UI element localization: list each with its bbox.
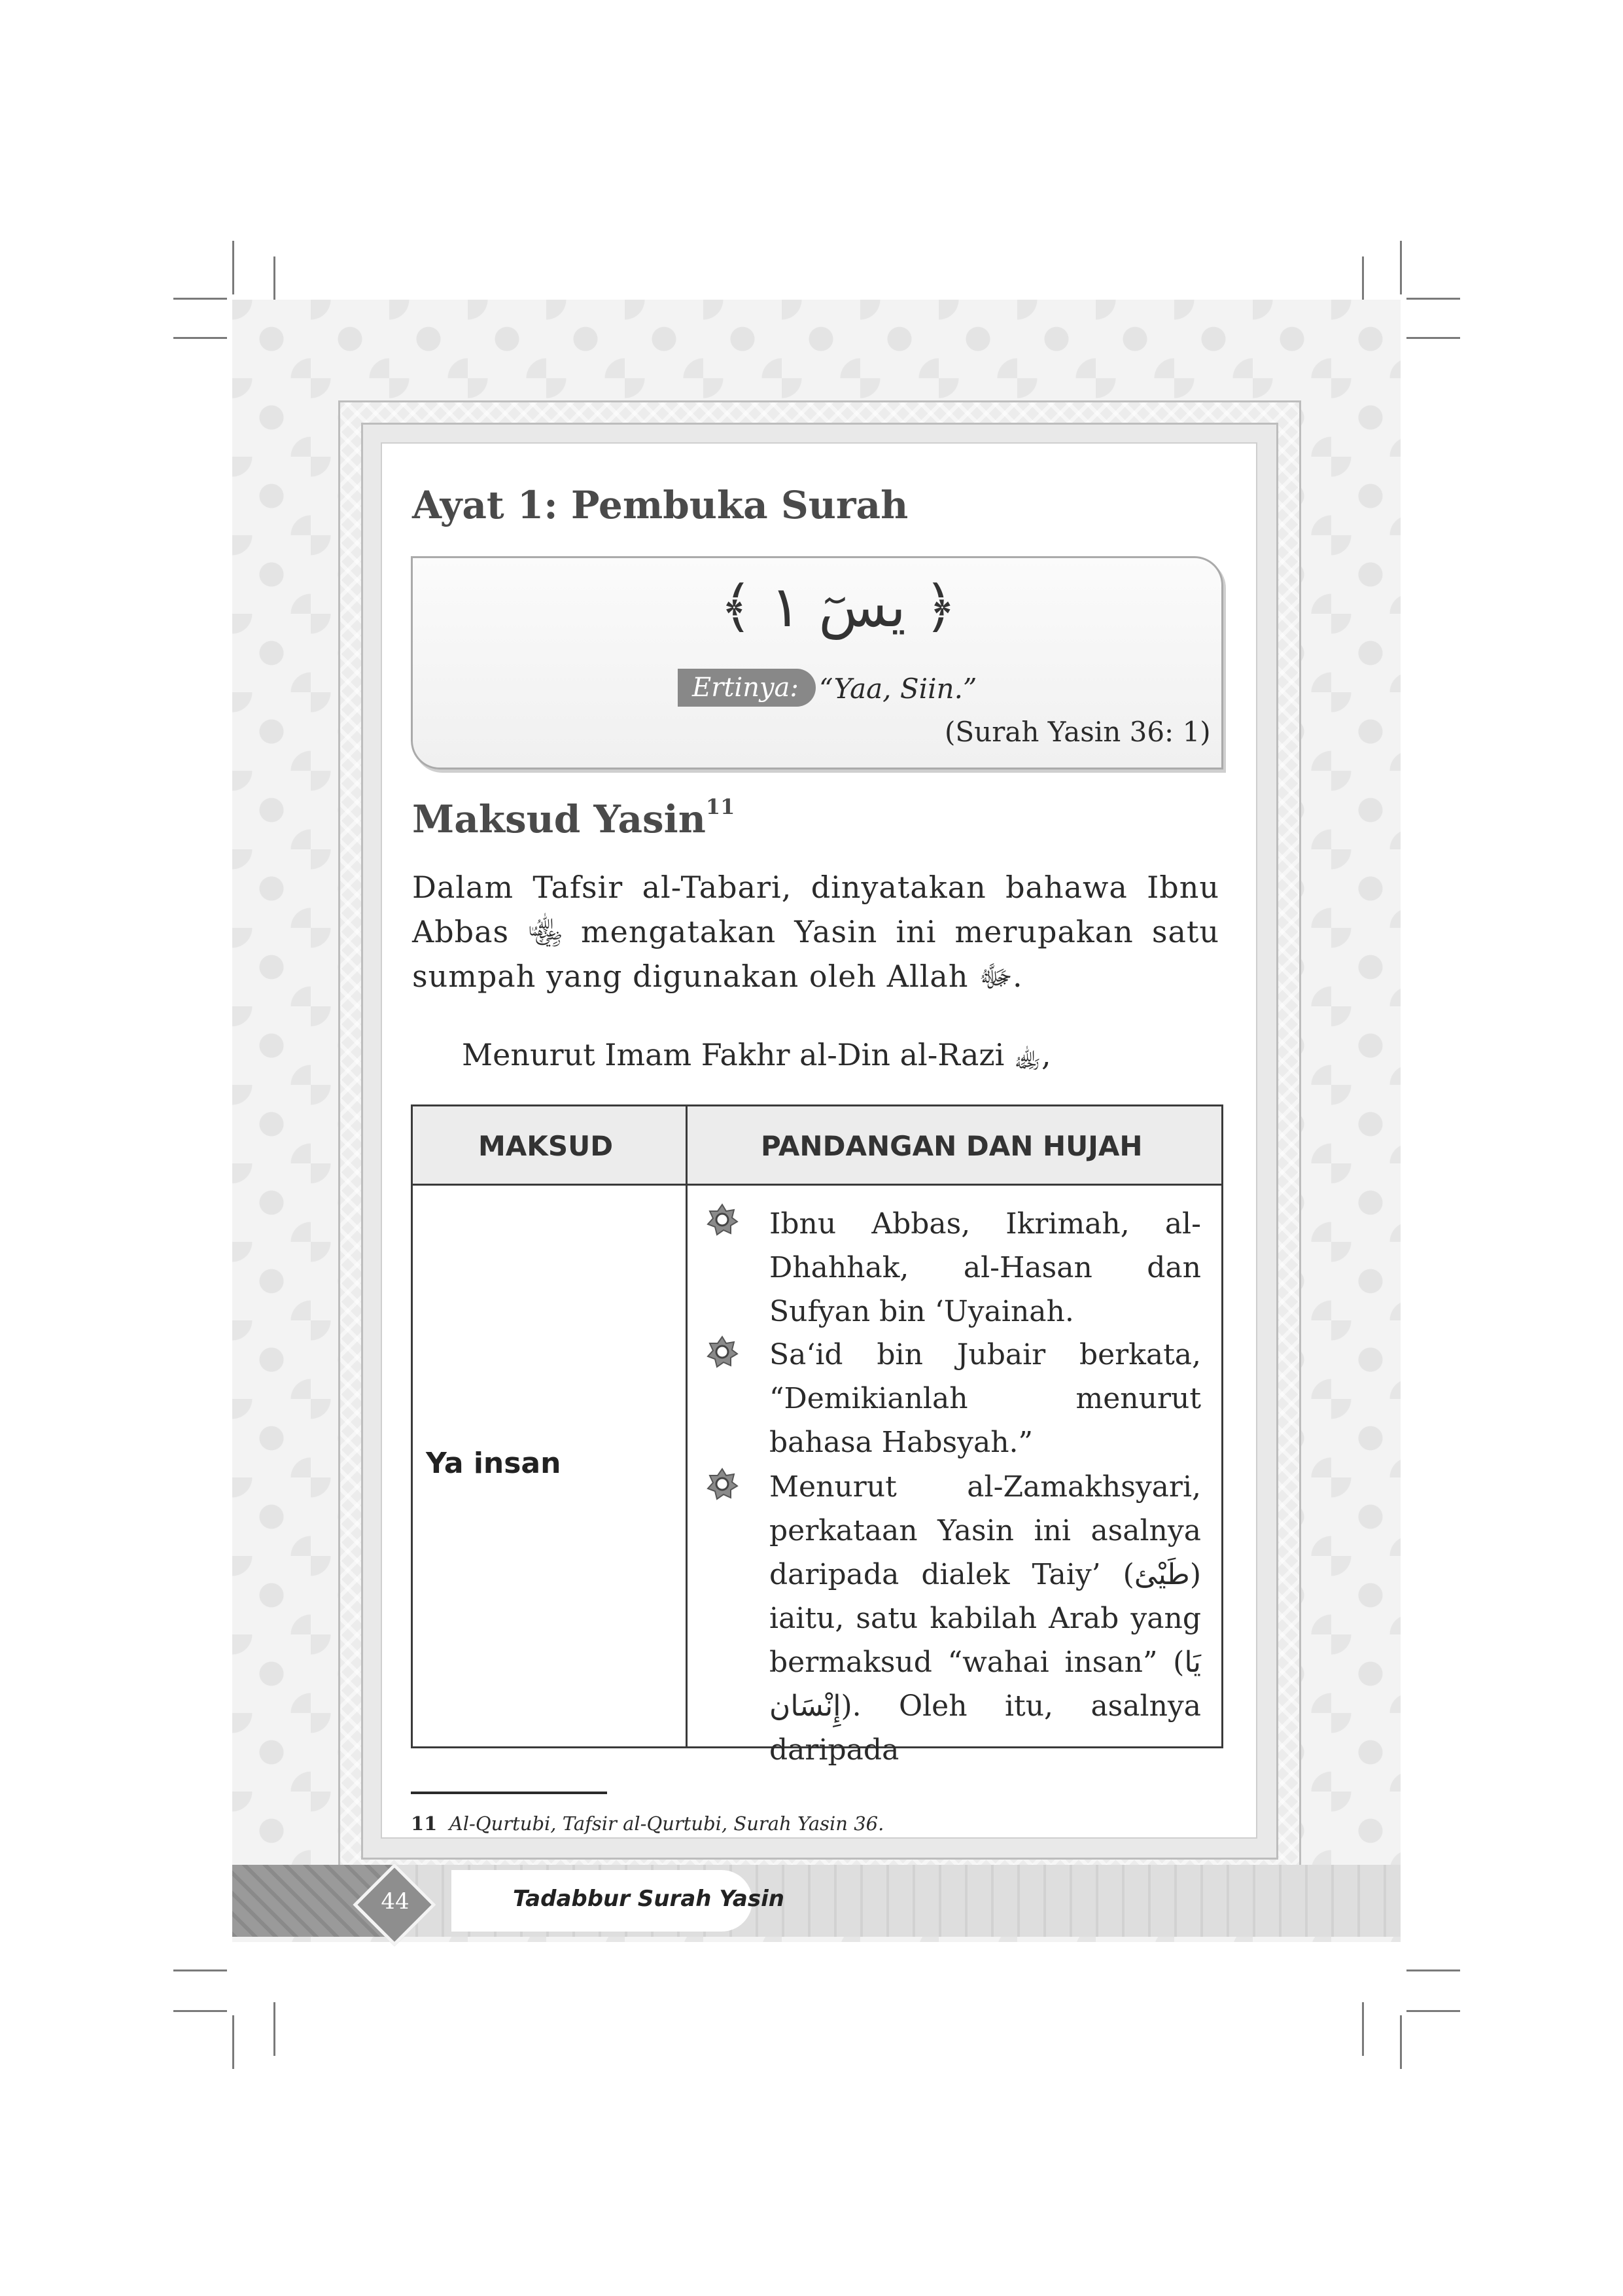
footnote-number: 11 (411, 1812, 438, 1835)
ornament-bullet-icon (706, 1335, 739, 1368)
crop-mark (1362, 2002, 1364, 2056)
crop-mark (232, 241, 234, 294)
intro-line: Menurut Imam Fakhr al-Din al-Razi ﵀, (462, 1037, 1051, 1072)
footnote (411, 1812, 884, 1835)
body-paragraph (412, 865, 1219, 998)
crop-mark (173, 2010, 227, 2012)
section-heading-maksud (412, 794, 735, 841)
page-number: 44 (381, 1888, 410, 1915)
crop-mark (1400, 2015, 1402, 2069)
crop-mark (173, 1969, 227, 1971)
list-item (769, 1465, 1201, 1772)
point-text: Sa‘id bin Jubair berkata, “Demikianlah menurut bahasa Habsyah.” (769, 1338, 1201, 1459)
crop-mark (232, 2015, 234, 2069)
crop-mark (1400, 241, 1402, 294)
section-heading-ayat: Ayat 1: Pembuka Surah (412, 483, 909, 527)
footnote-ref: 11 (705, 794, 735, 819)
ertinya-label: Ertinya: (678, 669, 816, 707)
crop-mark (1406, 337, 1460, 339)
views-table (411, 1104, 1223, 1767)
table-divider (686, 1106, 688, 1746)
verse-translation: “Yaa, Siin.” (819, 673, 977, 705)
row-label: Ya insan (426, 1447, 561, 1480)
crop-mark (1406, 2010, 1460, 2012)
column-header-maksud: MAKSUD (478, 1130, 614, 1162)
heading-text: Maksud Yasin (412, 797, 706, 841)
point-text: Ibnu Abbas, Ikrimah, al-Dhahhak, al-Hasan dan Sufyan bin ‘Uyainah. (769, 1207, 1201, 1328)
crop-mark (173, 337, 227, 339)
crop-mark (1406, 1969, 1460, 1971)
list-item (769, 1202, 1201, 1333)
footnote-rule (411, 1792, 607, 1794)
paragraph-text: Dalam Tafsir al-Tabari, dinyatakan bahawa Ibnu Abbas ﵄ mengatakan Yasin ini merupakan satu sumpah yang digunakan oleh Allah ﷻ. (412, 870, 1219, 994)
list-item (769, 1333, 1201, 1464)
column-header-pandangan: PANDANGAN DAN HUJAH (761, 1130, 1143, 1162)
crop-mark (173, 298, 227, 300)
point-text: Menurut al-Zamakhsyari, perkataan Yasin ini asalnya daripada dialek Taiy’ (طَيْئ) iaitu, satu kabilah Arab yang bermaksud “wahai insan” (يَا إِنْسَان). Oleh itu, asalnya daripada (769, 1470, 1201, 1767)
crop-mark (273, 2002, 275, 2056)
crop-mark (1406, 298, 1460, 300)
verse-reference: (Surah Yasin 36: 1) (945, 716, 1211, 748)
footnote-text: Al-Qurtubi, Tafsir al-Qurtubi, Surah Yasin 36. (449, 1812, 884, 1835)
arabic-verse: ﴿ يسٓ ١ ﴾ (720, 574, 957, 640)
running-title: Tadabbur Surah Yasin (513, 1886, 784, 1912)
ornament-bullet-icon (706, 1203, 739, 1236)
ornament-bullet-icon (706, 1468, 739, 1500)
